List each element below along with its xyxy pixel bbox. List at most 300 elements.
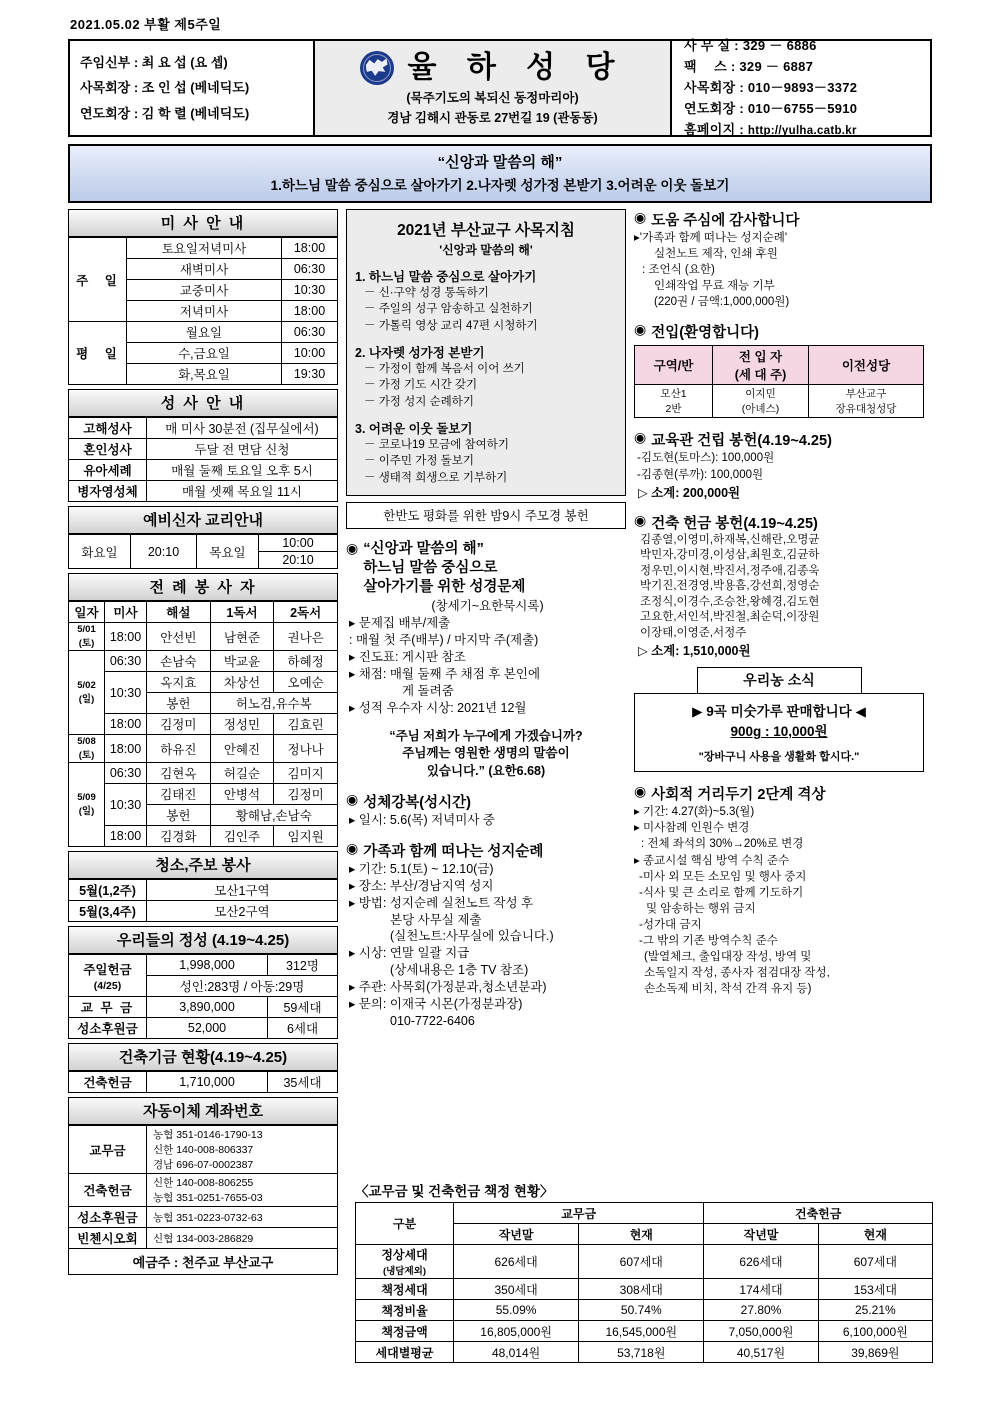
table-row [69,322,338,343]
bullet-dot-icon: ◉ [634,783,647,800]
transfer-prev-diocese: 부산교구 [845,388,887,401]
liturgy-c3: 하혜정 [274,651,338,672]
guideline-title: 2021년 부산교구 사목지침 [397,222,575,239]
mass-time: 10:00 [282,343,338,364]
table-header-row [69,602,338,623]
cleaning-heading: 청소,주보 봉사 [68,851,338,879]
middle-column [346,209,626,1275]
bullet-dot-icon: ◉ [346,839,359,856]
finance-cell: 40,517원 [704,1342,818,1363]
building-fund-heading: 건축기금 현황(4.19~4.25) [68,1043,338,1071]
finance-cell: 626세대 [454,1245,579,1279]
offering-label: 교 무 금 [69,997,147,1018]
finance-summary-table [355,1202,933,1363]
account-numbers [147,1174,338,1207]
bible-quiz-head-line: 살아가기를 위한 성경문제 [363,578,526,595]
liturgy-date-num: 5/02 [77,680,96,691]
table-row [69,763,338,784]
guideline-section-head: 2. 나자렛 성가정 본받기 [355,345,485,360]
liturgy-date-dow: (일) [78,806,95,817]
account-line: 농협 351-0146-1790-13 [153,1129,263,1141]
transfer-col-area: 구역/반 [635,346,713,385]
edu-donation-heading [634,429,924,450]
liturgy-col-mass: 미사 [105,602,147,623]
liturgy-c3: 김미지 [274,763,338,784]
finance-row-label-note: (냉담제외) [382,1266,427,1277]
liturgy-c3: 권나은 [274,623,338,651]
liturgy-c1: 김경화 [147,826,211,847]
mass-name: 수,금요일 [127,343,282,364]
table-row [69,1228,338,1249]
finance-cell: 39,869원 [818,1342,932,1363]
urinong-news-body [634,693,924,772]
contact-homepage [684,119,930,141]
bullet-dot-icon: ◉ [634,511,647,528]
liturgy-date-num: 5/01 [77,624,96,635]
transfer-col-person-line1: 전 입 자 [738,350,783,365]
table-row [635,385,924,418]
offering-amount: 3,890,000 [147,997,268,1018]
building-fund-count: 35세대 [268,1072,338,1093]
liturgy-c2: 차상선 [210,672,274,693]
distancing-item: 손소독제 비치, 착석 간격 유지 등) [644,983,812,996]
finance-cell: 7,050,000원 [704,1321,818,1342]
mass-name: 화,목요일 [127,364,282,385]
build-donation-heading [634,512,924,533]
sacrament-value: 두달 전 면담 신청 [147,439,338,460]
bible-quiz-item: ▸ 성적 우수자 시상: 2021년 12월 [349,700,527,715]
table-row [69,997,338,1018]
distancing-item: : 전체 좌석의 30%→20%로 변경 [641,838,804,851]
edu-donation-heading-text: 교육관 건립 봉헌(4.19~4.25) [651,433,832,450]
account-label: 교무금 [69,1126,147,1174]
offering-sunday-count: 312명 [268,955,338,976]
bible-quiz-item: ▸ 채점: 매월 둘째 주 채점 후 본인에 [349,666,541,681]
guideline-item: － 가정이 함께 복음서 이어 쓰기 [364,362,525,375]
account-line: 경남 696-07-0002387 [153,1159,254,1171]
transfer-col-person-line2: (세 대 주) [734,368,787,383]
liturgy-offertory-names: 허노검,유수복 [210,693,337,714]
accounts-heading: 자동이체 계좌번호 [68,1097,338,1125]
thanks-heading [634,209,924,230]
offering-sunday-detail: 성인:283명 / 아동:29명 [147,976,338,997]
liturgy-c3: 김정미 [274,784,338,805]
liturgy-date-dow: (토) [78,638,95,649]
distancing-item: ▸ 종교시설 핵심 방역 수칙 준수 [634,854,790,867]
liturgy-c1: 김정미 [147,714,211,735]
build-donation-names: 조정식,이경수,조승찬,왕혜경,김도현 [640,595,820,608]
pilgrimage-item: 010-7722-6406 [390,1013,475,1028]
thanks-line: 인쇄작업 무료 재능 기부 [654,280,775,293]
liturgy-col-reading1: 1독서 [210,602,274,623]
gospel-quote-line: 있습니다.” (요한6.68) [426,763,546,778]
table-row [69,955,338,976]
bible-quiz-item: ▸ 진도표: 게시판 참조 [349,650,466,665]
transfer-in-table [634,345,924,418]
peace-prayer-note: 한반도 평화를 위한 밤9시 주모경 봉헌 [346,502,626,529]
mass-time: 06:30 [282,259,338,280]
edu-donation-line: -김도현(토마스): 100,000원 [637,452,775,465]
church-address: 경남 김해시 관동로 27번길 19 (관동동) [387,110,598,125]
account-label: 성소후원금 [69,1207,147,1228]
mass-schedule-heading: 미 사 안 내 [68,209,338,237]
table-row [69,1207,338,1228]
staff-council-head: 사목회장 : 조 인 섭 (베네딕도) [80,80,250,96]
liturgy-c2: 정성민 [210,714,274,735]
urinong-news-box [634,667,924,772]
liturgy-c2: 허길순 [210,763,274,784]
pilgrimage-heading [346,840,626,861]
catechumen-heading: 예비신자 교리안내 [68,506,338,534]
guideline-item: － 생태적 희생으로 기부하기 [364,471,508,484]
liturgy-c2: 안혜진 [210,735,274,763]
finance-row-label: 책정금액 [356,1321,454,1342]
liturgy-mass: 18:00 [105,714,147,735]
transfer-in-heading [634,321,924,342]
liturgy-col-commentator: 해설 [147,602,211,623]
table-row [69,672,338,693]
pilgrimage-item: (실천노트:사무실에 있습니다.) [390,929,554,944]
liturgy-date-dow: (일) [78,694,95,705]
build-donation-names: 정우민,이시현,박진서,정주애,김종욱 [640,564,820,577]
benediction-item: ▸ 일시: 5.6(목) 저녁미사 중 [349,813,495,828]
bullet-dot-icon: ◉ [634,429,647,446]
thanks-line: ▸'가족과 함께 떠나는 성지순례' [634,232,788,244]
edu-donation-line: -김종현(루까): 100,000원 [637,468,764,481]
guideline-item: － 주일의 성구 암송하고 실천하기 [364,303,533,316]
build-donation-names: 이장태,이영준,서정주 [640,626,747,639]
table-row [69,1174,338,1207]
liturgy-c3: 임지원 [274,826,338,847]
liturgy-mass: 18:00 [105,826,147,847]
sacrament-table [68,417,338,502]
cleaning-table [68,879,338,922]
finance-cell: 350세대 [454,1279,579,1300]
finance-cell: 607세대 [818,1245,932,1279]
masthead [68,39,932,137]
finance-cell: 174세대 [704,1279,818,1300]
liturgy-volunteers-table [68,601,338,847]
liturgy-c1: 봉헌 [147,693,211,714]
table-row [69,651,338,672]
table-row [69,1018,338,1039]
account-holder: 예금주 : 천주교 부산교구 [69,1249,338,1275]
transfer-prev-parish: 장유대청성당 [835,403,897,416]
year-theme-banner [68,144,932,203]
distancing-item: ▸ 기간: 4.27(화)~5.3(월) [634,806,755,819]
liturgy-c3: 김효린 [274,714,338,735]
table-row [69,1072,338,1093]
thanks-line: 실천노트 제작, 인쇄 후원 [654,248,778,261]
sacrament-value: 매월 둘째 토요일 오후 5시 [147,460,338,481]
mass-time: 06:30 [282,322,338,343]
table-row [69,460,338,481]
catechumen-day1: 화요일 [69,535,131,569]
distancing-item: -성가대 금지 [639,918,702,931]
finance-col-category: 구분 [356,1203,454,1245]
bullet-dot-icon: ◉ [634,321,647,338]
table-row [69,623,338,651]
table-row [69,735,338,763]
pilgrimage-item: ▸ 장소: 부산/경남지역 성지 [349,878,494,893]
urinong-slogan: "장바구니 사용을 생활화 합시다." [698,751,860,764]
finance-cell: 50.74% [579,1300,704,1321]
guideline-section-head: 1. 하느님 말씀 중심으로 살아가기 [355,270,537,284]
finance-row-label: 세대별평균 [356,1342,454,1363]
left-column [68,209,338,1275]
liturgy-c1: 하유진 [147,735,211,763]
urinong-news-tab: 우리농 소식 [697,667,862,693]
masthead-contact-list [672,38,930,138]
table-row [356,1342,933,1363]
finance-sub-current: 현재 [818,1224,932,1245]
finance-cell: 53,718원 [579,1342,704,1363]
liturgy-mass: 10:30 [105,672,147,714]
table-row [69,418,338,439]
thanks-line: (220권 / 금액:1,000,000원) [654,296,790,309]
cleaning-label: 5월(3,4주) [69,901,147,922]
table-row [69,439,338,460]
offering-sunday-label [69,955,147,997]
bible-quiz-head-line: “신앙과 말씀의 해” [363,540,484,557]
offering-sunday-label-text: 주일헌금 [83,962,132,977]
offering-sunday-amount: 1,998,000 [147,955,268,976]
building-fund-amount: 1,710,000 [147,1072,268,1093]
catechumen-table [68,534,338,569]
transfer-area-line1: 모산1 [660,388,687,401]
table-row [69,1249,338,1275]
liturgy-date [69,623,105,651]
table-row [69,784,338,805]
bible-quiz-item: ▸ 문제집 배부/제출 [349,616,451,631]
build-donation-names: 고요한,서인석,박진철,최순덕,이장원 [640,611,820,624]
finance-cell: 48,014원 [454,1342,579,1363]
sacrament-label: 혼인성사 [69,439,147,460]
distancing-item: -식사 및 큰 소리로 함께 기도하기 [639,886,804,899]
offering-label: 성소후원금 [69,1018,147,1039]
finance-cell: 626세대 [704,1245,818,1279]
table-row [69,880,338,901]
finance-sub-lastyear: 작년말 [704,1224,818,1245]
finance-cell: 607세대 [579,1245,704,1279]
mass-name: 토요일저녁미사 [127,238,282,259]
finance-row-label: 책정세대 [356,1279,454,1300]
finance-summary-section [355,1180,933,1363]
liturgy-c3: 정나나 [274,735,338,763]
account-label: 빈첸시오회 [69,1228,147,1249]
table-row [69,1126,338,1174]
transfer-in-heading-text: 전입(환영합니다) [651,325,759,342]
catechumen-time1: 20:10 [131,535,197,569]
urinong-product-line: ▶ 9곡 미숫가루 판매합니다 ◀ [692,704,866,720]
gospel-quote-line: 주님께는 영원한 생명의 말씀이 [402,746,570,761]
table-row [69,826,338,847]
pilgrimage-item: (상세내용은 1층 TV 참조) [390,963,529,978]
building-fund-label: 건축헌금 [69,1072,147,1093]
transfer-person [713,385,809,418]
mass-schedule-table [68,237,338,385]
liturgy-c1: 김현옥 [147,763,211,784]
liturgy-date [69,651,105,735]
bible-quiz-heading [346,540,626,597]
build-donation-names: 박기진,전경영,박용흠,강선희,정영순 [640,580,820,593]
right-column [634,209,924,1275]
liturgy-date-num: 5/09 [77,792,96,803]
gospel-quote [346,728,626,781]
guideline-item: － 신·구약 성경 통독하기 [364,287,489,299]
bible-quiz-item: 게 돌려줌 [402,683,454,698]
urinong-price-line: 900g : 10,000원 [730,724,828,740]
liturgy-mass: 10:30 [105,784,147,826]
finance-row-label: 책정비율 [356,1300,454,1321]
guideline-section-head: 3. 어려운 이웃 돌보기 [355,421,473,436]
offering-count: 59세대 [268,997,338,1018]
diocese-guideline-box [346,209,626,496]
guideline-item: － 가정 성지 순례하기 [364,395,474,408]
gospel-quote-line: “주님 저희가 누구에게 가겠습니까? [389,728,583,743]
catechumen-time2a: 10:00 [259,535,338,552]
table-row [69,714,338,735]
pilgrimage-item: ▸ 기간: 5.1(토) ~ 12.10(금) [349,861,494,876]
homepage-label: 홈페이지 : [684,122,748,138]
pilgrimage-heading-text: 가족과 함께 떠나는 성지순례 [363,843,544,860]
account-line: 신한 140-008-806255 [153,1177,254,1189]
sacrament-label: 고해성사 [69,418,147,439]
build-donation-names: 박민자,강미경,이성삼,최원호,김균하 [640,549,820,562]
liturgy-c2: 박교윤 [210,651,274,672]
masthead-staff-list [70,41,315,135]
pilgrimage-item: ▸ 방법: 성지순례 실천노트 작성 후 [349,895,534,910]
finance-cell: 308세대 [579,1279,704,1300]
benediction-heading-text: 성체강복(성시간) [363,795,471,812]
finance-cell: 153세대 [818,1279,932,1300]
distancing-item: 및 암송하는 행위 금지 [646,902,756,915]
build-donation-heading-text: 건축 헌금 봉헌(4.19~4.25) [651,515,818,532]
liturgy-c3: 오예순 [274,672,338,693]
staff-pastor: 주임신부 : 최 요 섭 (요 셉) [80,54,228,70]
offering-count: 6세대 [268,1018,338,1039]
mass-time: 19:30 [282,364,338,385]
liturgy-mass: 06:30 [105,651,147,672]
bullet-dot-icon: ◉ [346,539,359,556]
table-row [69,481,338,502]
sacrament-heading: 성 사 안 내 [68,389,338,417]
liturgy-col-date: 일자 [69,602,105,623]
transfer-col-prev-church: 이전성당 [809,346,924,385]
build-donation-names: 김종열,이영미,하재복,신해란,오명균 [640,533,820,546]
table-row [69,535,338,552]
liturgy-c1: 옥지효 [147,672,211,693]
liturgy-c1: 안선빈 [147,623,211,651]
mass-time: 18:00 [282,301,338,322]
sacrament-label: 병자영성체 [69,481,147,502]
table-row [69,238,338,259]
offering-table [68,954,338,1039]
table-header-row [635,346,924,385]
sacrament-label: 유아세례 [69,460,147,481]
mass-time: 10:30 [282,280,338,301]
cleaning-label: 5월(1,2주) [69,880,147,901]
homepage-link[interactable]: http://yulha.catb.kr [747,125,857,138]
liturgy-c1: 김태진 [147,784,211,805]
guideline-subtitle: '신앙과 말씀의 해' [439,243,533,257]
mass-name: 새벽미사 [127,259,282,280]
liturgy-mass: 06:30 [105,763,147,784]
offering-heading: 우리들의 정성 (4.19~4.25) [68,926,338,954]
transfer-prev-church [809,385,924,418]
liturgy-c1: 봉헌 [147,805,211,826]
table-row [356,1245,933,1279]
catechumen-day2: 목요일 [197,535,259,569]
liturgy-c2: 안병석 [210,784,274,805]
liturgy-heading: 전 례 봉 사 자 [68,573,338,601]
thanks-heading-text: 도움 주심에 감사합니다 [651,213,800,229]
masthead-church-identity [315,41,672,135]
banner-title: “신앙과 말씀의 해” [437,154,563,171]
accounts-table [68,1125,338,1275]
contact-council-head: 사목회장 : 010－9893－3372 [684,80,858,96]
mass-name: 교중미사 [127,280,282,301]
bible-quiz-range: (창세기~요한묵시록) [431,599,544,614]
guideline-item: － 이주민 가정 돌보기 [364,455,474,468]
distancing-heading [634,783,924,804]
finance-cell: 16,545,000원 [579,1321,704,1342]
edu-donation-total: ▷ 소계: 200,000원 [638,485,741,500]
account-numbers [147,1126,338,1174]
finance-sub-current: 현재 [579,1224,704,1245]
distancing-item: (발열체크, 출입대장 작성, 방역 및 [644,951,812,964]
table-row [69,901,338,922]
bible-quiz-heading-stack [363,540,525,597]
finance-row-label [356,1245,454,1279]
finance-cell: 6,100,000원 [818,1321,932,1342]
table-row [356,1279,933,1300]
finance-row-label-text: 정상세대 [381,1248,428,1262]
transfer-person-name: 이지민 [745,388,776,401]
account-line: 농협 351-0251-7655-03 [153,1192,263,1204]
bullet-dot-icon: ◉ [346,791,359,808]
sacrament-value: 매월 셋째 목요일 11시 [147,481,338,502]
contact-fax: 팩 스 : 329 － 6887 [684,59,814,75]
sacrament-value: 매 미사 30분전 (집무실에서) [147,418,338,439]
guideline-item: － 가정 기도 시간 갖기 [364,379,478,392]
building-fund-table [68,1071,338,1093]
pilgrimage-item: ▸ 시상: 연말 일괄 지급 [349,946,470,961]
table-row [356,1300,933,1321]
account-line: 농협 351-0223-0732-63 [147,1207,338,1228]
liturgy-c2: 김인주 [210,826,274,847]
offering-amount: 52,000 [147,1018,268,1039]
transfer-area [635,385,713,418]
liturgy-c1: 손남숙 [147,651,211,672]
cleaning-value: 모산1구역 [147,880,338,901]
liturgy-offertory-names: 황해남,손남숙 [210,805,337,826]
mass-name: 저녁미사 [127,301,282,322]
liturgy-date-num: 5/08 [77,736,96,747]
finance-cell: 27.80% [704,1300,818,1321]
mass-time: 18:00 [282,238,338,259]
bible-quiz-item: : 매월 첫 주(배부) / 마지막 주(제출) [349,633,539,648]
benediction-heading [346,791,626,812]
liturgy-date [69,735,105,763]
liturgy-c2: 남현준 [210,623,274,651]
bullet-dot-icon: ◉ [634,209,647,225]
account-line: 신한 140-008-806337 [153,1144,254,1156]
church-name: 율 하 성 당 [407,50,626,84]
date-line: 2021.05.02 부활 제5주일 [70,17,222,32]
liturgy-date [69,763,105,847]
finance-summary-title: 〈교무금 및 건축헌금 책정 현황〉 [355,1184,554,1199]
